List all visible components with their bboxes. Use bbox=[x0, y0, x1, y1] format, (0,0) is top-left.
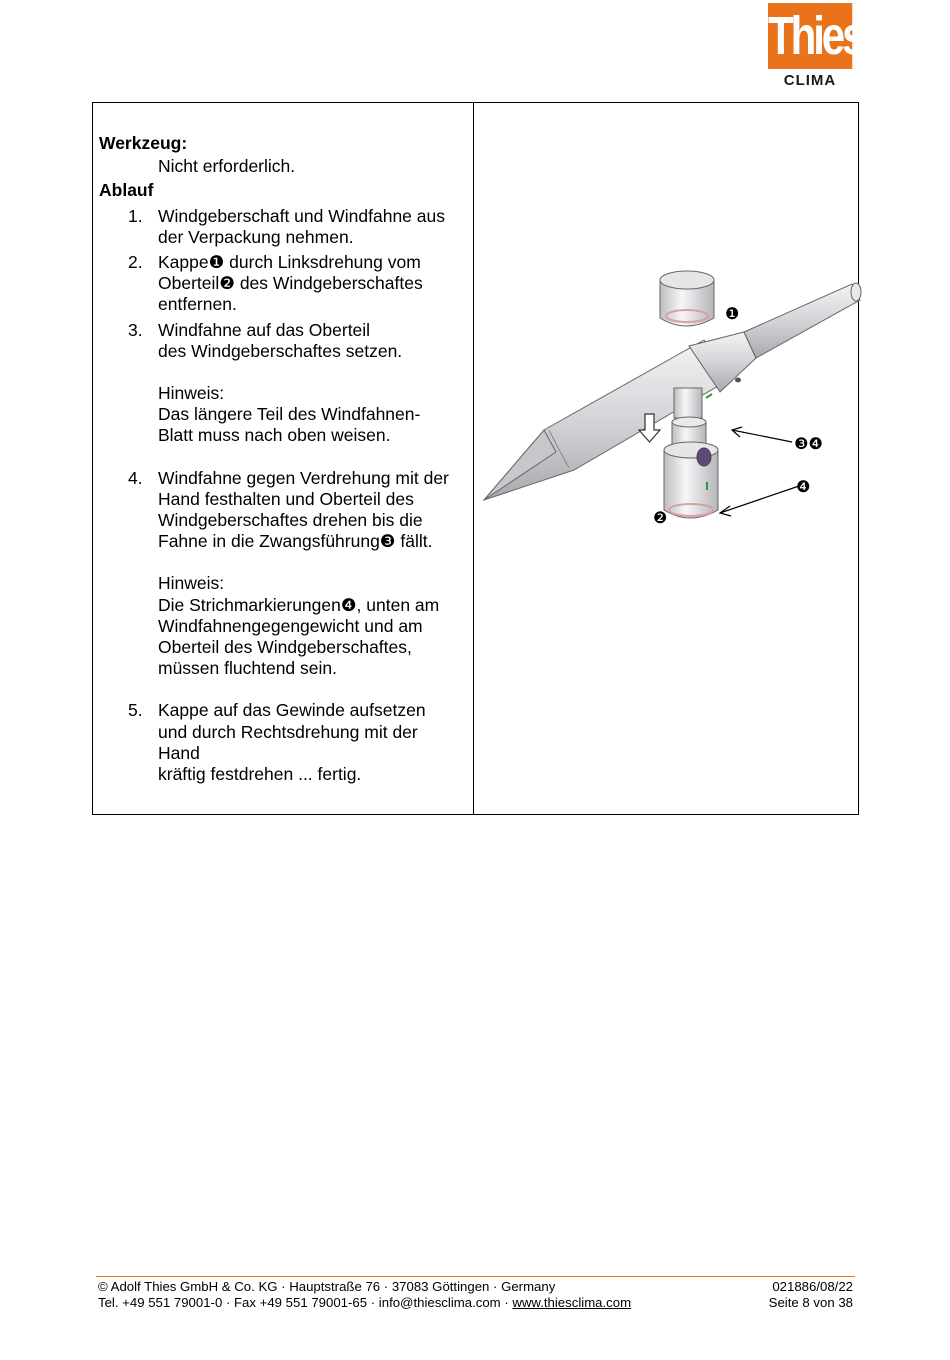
callout-upper-part: ❷ bbox=[653, 508, 668, 527]
procedure-heading: Ablauf bbox=[99, 180, 154, 201]
note-line: Blatt muss nach oben weisen. bbox=[158, 425, 391, 446]
step-2 bbox=[99, 252, 469, 316]
step-number: 3. bbox=[128, 319, 143, 340]
step-line: Oberteil❷ des Windgeberschaftes bbox=[158, 273, 423, 294]
note-line: Windfahnengegengewicht und am bbox=[158, 615, 423, 636]
step-5 bbox=[99, 700, 469, 785]
step-line: Hand bbox=[158, 742, 200, 763]
footer-address: © Adolf Thies GmbH & Co. KG · Hauptstraße 76 · 37083 Göttingen · Germany bbox=[98, 1279, 556, 1294]
footer-line-2 bbox=[98, 1295, 853, 1311]
step-line: entfernen. bbox=[158, 294, 237, 315]
step-number: 1. bbox=[128, 205, 143, 226]
callout-guide-and-mark: ❸❹ bbox=[794, 434, 823, 453]
note-label: Hinweis: bbox=[158, 383, 225, 404]
note-label: Hinweis: bbox=[158, 573, 225, 594]
step-line: Fahne in die Zwangsführung❸ fällt. bbox=[158, 531, 433, 552]
callout-arrows bbox=[720, 427, 799, 516]
footer-line-1 bbox=[98, 1279, 853, 1295]
thies-clima-logo bbox=[768, 3, 863, 89]
step-1 bbox=[99, 206, 469, 248]
step-line: Kappe auf das Gewinde aufsetzen bbox=[158, 700, 426, 721]
step-number: 2. bbox=[128, 252, 143, 273]
footer-contact: Tel. +49 551 79001-0 · Fax +49 551 79001-65 · info@thiesclima.com · bbox=[98, 1295, 513, 1310]
note-1 bbox=[99, 383, 469, 447]
logo-sub: CLIMA bbox=[783, 72, 837, 89]
logo-brand: Thies bbox=[768, 3, 852, 69]
callout-cap: ❶ bbox=[725, 304, 740, 323]
step-4 bbox=[99, 468, 469, 553]
cap bbox=[660, 271, 714, 326]
document-number: 021886/08/22 bbox=[772, 1279, 853, 1294]
shaft-upper-part bbox=[664, 417, 718, 518]
step-line: und durch Rechtsdrehung mit der bbox=[158, 721, 418, 742]
website-link[interactable]: www.thiesclima.com bbox=[512, 1295, 632, 1310]
note-line: Das längere Teil des Windfahnen- bbox=[158, 404, 421, 425]
step-line: Windfahne gegen Verdrehung mit der bbox=[158, 467, 449, 488]
note-2 bbox=[99, 573, 469, 679]
note-line: Oberteil des Windgeberschaftes, bbox=[158, 637, 412, 658]
step-line: Windfahne auf das Oberteil bbox=[158, 319, 371, 340]
page-number: Seite 8 von 38 bbox=[768, 1295, 853, 1310]
tool-heading: Werkzeug: bbox=[99, 133, 188, 153]
instruction-text-column bbox=[99, 133, 469, 785]
step-line: der Verpackung nehmen. bbox=[158, 226, 354, 247]
callout-mark: ❹ bbox=[796, 477, 811, 496]
step-line: Windgeberschaft und Windfahne aus bbox=[158, 205, 445, 226]
note-line: müssen fluchtend sein. bbox=[158, 658, 337, 679]
step-number: 5. bbox=[128, 700, 143, 721]
step-line: Kappe❶ durch Linksdrehung vom bbox=[158, 252, 421, 273]
step-line: Hand festhalten und Oberteil des bbox=[158, 488, 414, 509]
step-line: des Windgeberschaftes setzen. bbox=[158, 340, 403, 361]
tool-text: Nicht erforderlich. bbox=[158, 156, 296, 177]
step-line: kräftig festdrehen ... fertig. bbox=[158, 764, 362, 785]
step-number: 4. bbox=[128, 467, 143, 488]
step-3 bbox=[99, 320, 469, 362]
footer-divider bbox=[96, 1276, 855, 1277]
note-line: Die Strichmarkierungen❹, unten am bbox=[158, 594, 440, 615]
wind-vane-assembly-figure bbox=[474, 270, 864, 540]
step-line: Windgeberschaftes drehen bis die bbox=[158, 510, 423, 531]
